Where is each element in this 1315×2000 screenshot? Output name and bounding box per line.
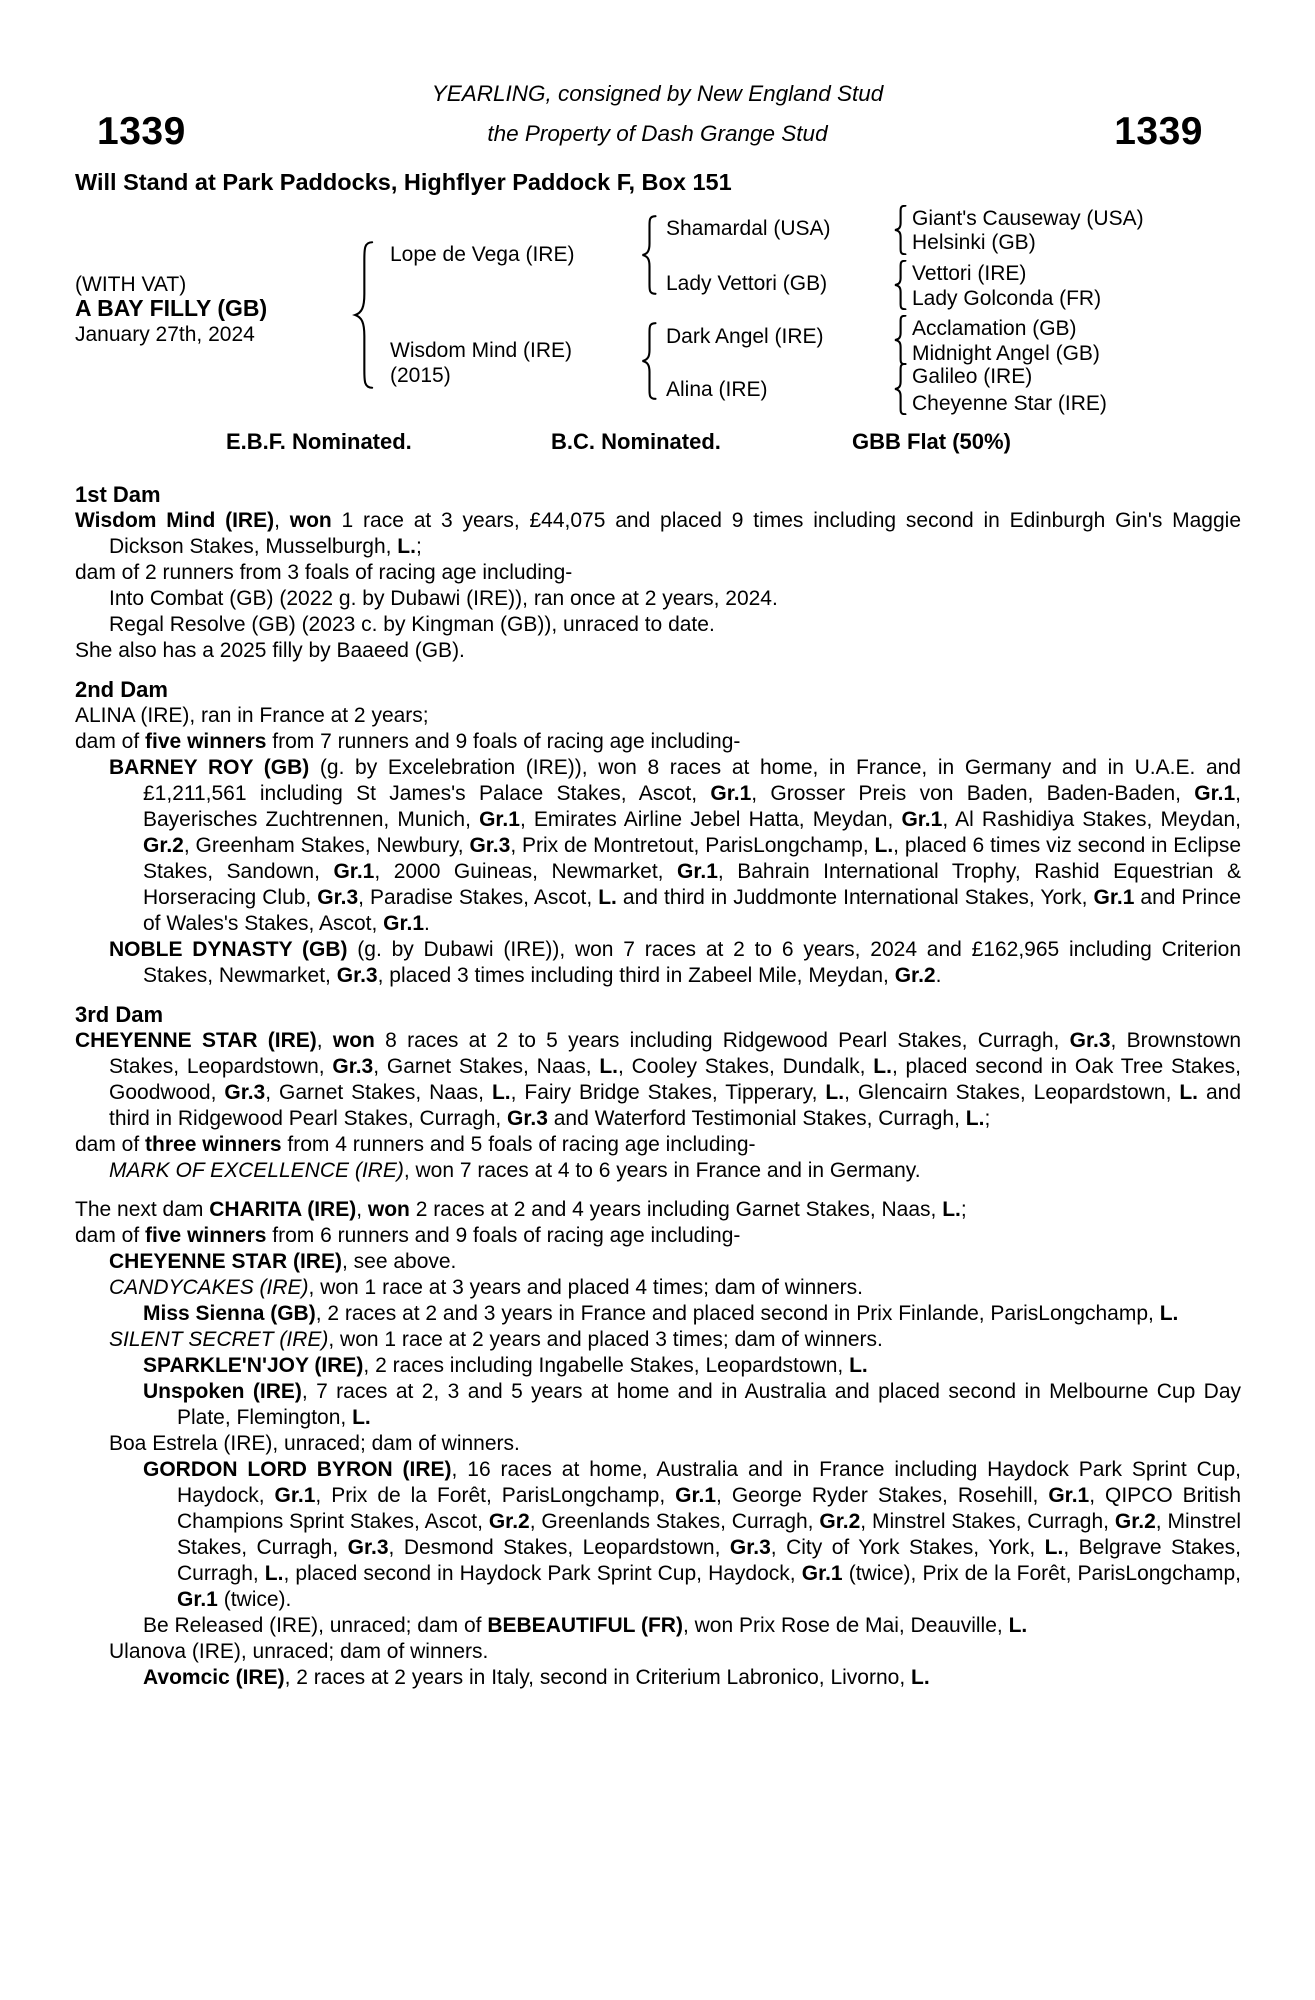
para-dam-of-three-winners: dam of three winners from 4 runners and 5 foals of racing age including-: [75, 1133, 756, 1156]
nominations-line: [0, 429, 1315, 457]
para-boa-estrela: Boa Estrela (IRE), unraced; dam of winners.: [109, 1432, 520, 1455]
horse-name: A BAY FILLY (GB): [75, 295, 268, 321]
para-cheyenne-see-above: CHEYENNE STAR (IRE), see above.: [109, 1250, 457, 1273]
lot-number-right: 1339: [1114, 110, 1203, 153]
dam-sire-name: Dark Angel (IRE): [666, 325, 824, 348]
para-ulanova: Ulanova (IRE), unraced; dam of winners.: [109, 1640, 489, 1663]
para-into-combat: Into Combat (GB) (2022 g. by Dubawi (IRE)), ran once at 2 years, 2024.: [109, 587, 778, 610]
sire-sire-name: Shamardal (USA): [666, 217, 831, 240]
ebf-nomination: E.B.F. Nominated.: [226, 429, 412, 454]
para-silent-secret: SILENT SECRET (IRE), won 1 race at 2 years and placed 3 times; dam of winners.: [109, 1328, 883, 1351]
para-gordon-lord-byron: GORDON LORD BYRON (IRE), 16 races at home, Australia and in France including Haydock Park Sprint Cup, Haydock, Gr.1, Prix de la Forêt, ParisLongchamp, Gr.1, George Ryder Stakes, Rosehill, Gr.1, QIPCO British Champions Sprint Stakes, Ascot, Gr.2, Greenlands Stakes, Curragh, Gr.2, Minstrel Stakes, Curragh, Gr.2, Minstrel Stakes, Curragh, Gr.3, Desmond Stakes, Leopardstown, Gr.3, City of York Stakes, York, L., Belgrave Stakes, Curragh, L., placed second in Haydock Park Sprint Cup, Haydock, Gr.1 (twice), Prix de la Forêt, ParisLongchamp, Gr.1 (twice).: [143, 1458, 1242, 1611]
pedigree-brace: [352, 240, 378, 390]
dam-dam-sire: Galileo (IRE): [912, 365, 1033, 388]
dam-sire-sire: Acclamation (GB): [912, 317, 1077, 340]
pedigree-brace: [893, 205, 909, 255]
para-regal-resolve: Regal Resolve (GB) (2023 c. by Kingman (GB)), unraced to date.: [109, 613, 715, 636]
dam-sire-dam: Midnight Angel (GB): [912, 342, 1100, 365]
para-alina: ALINA (IRE), ran in France at 2 years;: [75, 704, 429, 727]
pedigree-brace: [640, 215, 660, 295]
consignor-line: YEARLING, consigned by New England Stud: [431, 81, 884, 106]
lot-number-left: 1339: [97, 110, 186, 153]
catalogue-body: [75, 482, 1241, 1691]
vat-note: (WITH VAT): [75, 273, 187, 296]
pedigree-brace: [893, 315, 909, 365]
para-2025-filly: She also has a 2025 filly by Baaeed (GB).: [75, 639, 465, 662]
dam-year: (2015): [390, 364, 451, 387]
para-avomcic: Avomcic (IRE), 2 races at 2 years in Italy, second in Criterium Labronico, Livorno, L.: [143, 1666, 930, 1689]
para-dam-of-five-winners-2: dam of five winners from 6 runners and 9 foals of racing age including-: [75, 1224, 741, 1247]
para-miss-sienna: Miss Sienna (GB), 2 races at 2 and 3 years in France and placed second in Prix Finlande, ParisLongchamp, L.: [143, 1302, 1179, 1325]
sire-name: Lope de Vega (IRE): [390, 243, 575, 266]
sire-sire-dam: Helsinki (GB): [912, 231, 1036, 254]
heading-2nd-dam: 2nd Dam: [75, 677, 168, 702]
sire-sire-sire: Giant's Causeway (USA): [912, 207, 1144, 230]
pedigree-brace: [640, 322, 660, 400]
heading-3rd-dam: 3rd Dam: [75, 1002, 164, 1027]
para-candycakes: CANDYCAKES (IRE), won 1 race at 3 years and placed 4 times; dam of winners.: [109, 1276, 863, 1299]
pedigree-brace: [893, 363, 909, 415]
para-barney-roy: BARNEY ROY (GB) (g. by Excelebration (IRE)), won 8 races at home, in France, in Germany and in U.A.E. and £1,211,561 including St James's Palace Stakes, Ascot, Gr.1, Grosser Preis von Baden, Baden-Baden, Gr.1, Bayerisches Zuchtrennen, Munich, Gr.1, Emirates Airline Jebel Hatta, Meydan, Gr.1, Al Rashidiya Stakes, Meydan, Gr.2, Greenham Stakes, Newbury, Gr.3, Prix de Montretout, ParisLongchamp, L., placed 6 times viz second in Eclipse Stakes, Sandown, Gr.1, 2000 Guineas, Newmarket, Gr.1, Bahrain International Trophy, Rashid Equestrian & Horseracing Club, Gr.3, Paradise Stakes, Ascot, L. and third in Juddmonte International Stakes, York, Gr.1 and Prince of Wales's Stakes, Ascot, Gr.1.: [109, 756, 1242, 935]
dam-dam-name: Alina (IRE): [666, 378, 768, 401]
pedigree-brace: [893, 260, 909, 310]
sire-dam-dam: Lady Golconda (FR): [912, 287, 1102, 310]
bc-nomination: B.C. Nominated.: [551, 429, 721, 454]
sire-dam-sire: Vettori (IRE): [912, 262, 1027, 285]
para-be-released: Be Released (IRE), unraced; dam of BEBEAUTIFUL (FR), won Prix Rose de Mai, Deauville, L.: [143, 1614, 1028, 1637]
dam-name: Wisdom Mind (IRE): [390, 339, 573, 362]
para-dam-of-2-runners: dam of 2 runners from 3 foals of racing age including-: [75, 561, 573, 584]
para-wisdom-mind: Wisdom Mind (IRE), won 1 race at 3 years, £44,075 and placed 9 times including second in Edinburgh Gin's Maggie Dickson Stakes, Musselburgh, L.;: [75, 509, 1242, 558]
heading-1st-dam: 1st Dam: [75, 482, 161, 507]
para-cheyenne-star: CHEYENNE STAR (IRE), won 8 races at 2 to 5 years including Ridgewood Pearl Stakes, Curragh, Gr.3, Brownstown Stakes, Leopardstown, Gr.3, Garnet Stakes, Naas, L., Cooley Stakes, Dundalk, L., placed second in Oak Tree Stakes, Goodwood, Gr.3, Garnet Stakes, Naas, L., Fairy Bridge Stakes, Tipperary, L., Glencairn Stakes, Leopardstown, L. and third in Ridgewood Pearl Stakes, Curragh, Gr.3 and Waterford Testimonial Stakes, Curragh, L.;: [75, 1029, 1241, 1130]
para-noble-dynasty: NOBLE DYNASTY (GB) (g. by Dubawi (IRE)), won 7 races at 2 to 6 years, 2024 and £162,965 including Criterion Stakes, Newmarket, Gr.3, placed 3 times including third in Zabeel Mile, Meydan, Gr.2.: [109, 938, 1241, 987]
foaling-date: January 27th, 2024: [75, 323, 255, 346]
para-mark-of-excellence: MARK OF EXCELLENCE (IRE), won 7 races at 4 to 6 years in France and in Germany.: [109, 1159, 921, 1182]
stabling-location: Will Stand at Park Paddocks, Highflyer Paddock F, Box 151: [75, 169, 732, 195]
dam-dam-dam: Cheyenne Star (IRE): [912, 392, 1107, 415]
para-unspoken: Unspoken (IRE), 7 races at 2, 3 and 5 years at home and in Australia and placed second in Melbourne Cup Day Plate, Flemington, L.: [143, 1380, 1241, 1429]
para-charita: The next dam CHARITA (IRE), won 2 races at 2 and 4 years including Garnet Stakes, Naas, L.;: [75, 1198, 967, 1221]
sire-dam-name: Lady Vettori (GB): [666, 272, 828, 295]
gbb-nomination: GBB Flat (50%): [852, 429, 1011, 454]
para-sparkle-n-joy: SPARKLE'N'JOY (IRE), 2 races including Ingabelle Stakes, Leopardstown, L.: [143, 1354, 868, 1377]
para-dam-of-five-winners: dam of five winners from 7 runners and 9 foals of racing age including-: [75, 730, 741, 753]
property-line: the Property of Dash Grange Stud: [487, 121, 828, 146]
